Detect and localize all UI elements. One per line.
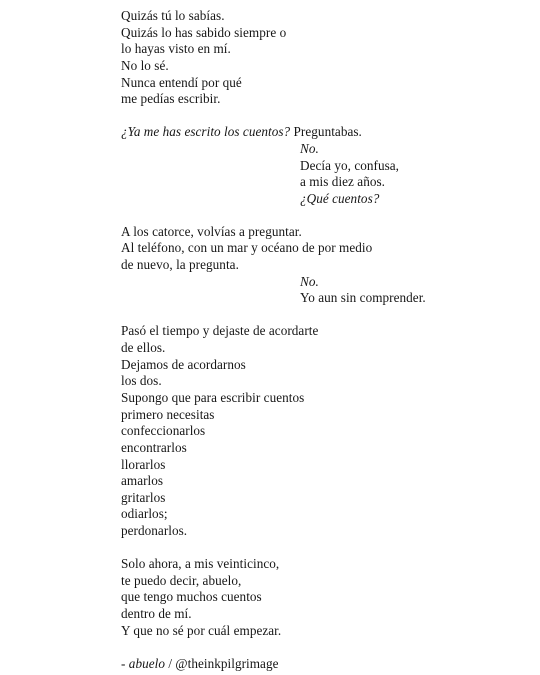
poem-line: perdonarlos. <box>121 523 188 538</box>
poem-line-text: Preguntabas. <box>290 124 362 139</box>
poem-line: de nuevo, la pregunta. <box>121 257 239 272</box>
signature-separator: / <box>165 656 176 671</box>
poem-line: confeccionarlos <box>121 423 206 438</box>
poem-line: Nunca entendí por qué <box>121 75 242 90</box>
poem-line <box>121 124 362 141</box>
poem-line: No. <box>300 141 319 156</box>
poem-line: a mis diez años. <box>300 174 386 189</box>
signature-prefix: - <box>121 656 129 671</box>
poem-line: encontrarlos <box>121 440 187 455</box>
poem-line: primero necesitas <box>121 407 215 422</box>
poem-line: odiarlos; <box>121 506 168 521</box>
poem-line: No lo sé. <box>121 58 169 73</box>
poem-line: Pasó el tiempo y dejaste de acordarte <box>121 323 319 338</box>
poem-line: Decía yo, confusa, <box>300 158 400 173</box>
poem-line: lo hayas visto en mí. <box>121 41 231 56</box>
poem-line: Al teléfono, con un mar y océano de por medio <box>121 240 373 255</box>
poem-line: amarlos <box>121 473 164 488</box>
poem-line: me pedías escribir. <box>121 91 221 106</box>
signature <box>121 656 279 673</box>
poem-line: de ellos. <box>121 340 166 355</box>
poem-line-italic: ¿Ya me has escrito los cuentos? <box>121 124 291 139</box>
poem-line: Quizás lo has sabido siempre o <box>121 25 287 40</box>
poem-line: No. <box>300 274 319 289</box>
poem-line: que tengo muchos cuentos <box>121 589 262 604</box>
signature-handle: @theinkpilgrimage <box>175 656 279 671</box>
poem-line: Yo aun sin comprender. <box>300 290 426 305</box>
poem-line: Dejamos de acordarnos <box>121 357 246 372</box>
signature-title: abuelo <box>128 656 165 671</box>
poem-line: Quizás tú lo sabías. <box>121 8 225 23</box>
poem-line: dentro de mí. <box>121 606 192 621</box>
poem-line: gritarlos <box>121 490 166 505</box>
poem-line: Solo ahora, a mis veinticinco, <box>121 556 280 571</box>
poem-line: ¿Qué cuentos? <box>300 191 380 206</box>
poem-line: Supongo que para escribir cuentos <box>121 390 305 405</box>
poem-line: A los catorce, volvías a preguntar. <box>121 224 302 239</box>
poem-line: llorarlos <box>121 457 166 472</box>
poem-line: Y que no sé por cuál empezar. <box>121 623 282 638</box>
poem-line: los dos. <box>121 373 162 388</box>
poem-line: te puedo decir, abuelo, <box>121 573 242 588</box>
